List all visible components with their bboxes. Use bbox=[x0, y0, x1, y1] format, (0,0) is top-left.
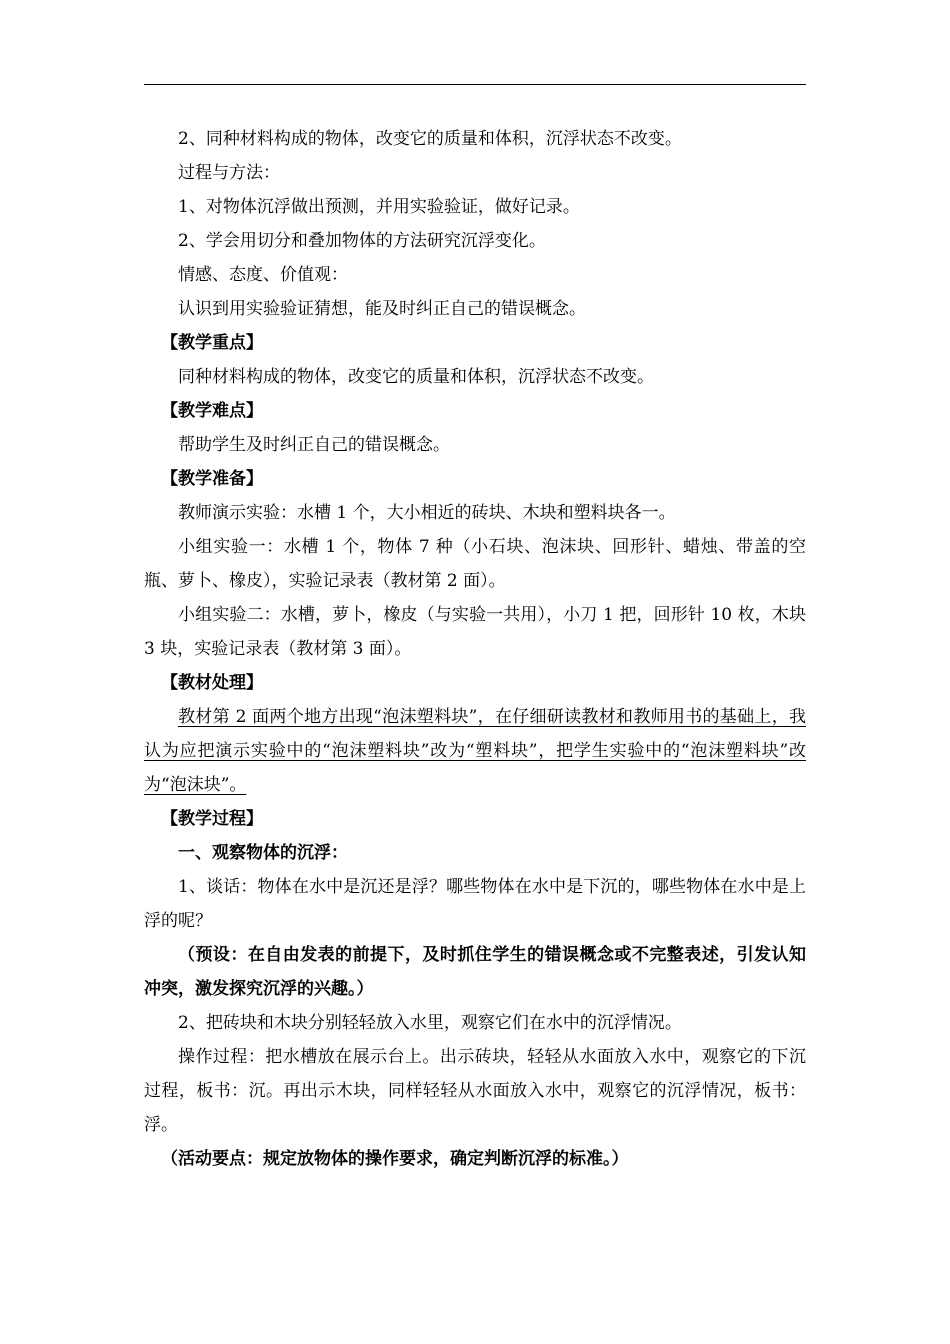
paragraph: 认识到用实验验证猜想，能及时纠正自己的错误概念。 bbox=[178, 299, 586, 319]
paragraph: 同种材料构成的物体，改变它的质量和体积，沉浮状态不改变。 bbox=[178, 367, 654, 387]
paragraph: 1、对物体沉浮做出预测，并用实验验证，做好记录。 bbox=[178, 197, 580, 217]
paragraph: 2、学会用切分和叠加物体的方法研究沉浮变化。 bbox=[178, 231, 546, 251]
subsection-heading: 一、观察物体的沉浮： bbox=[178, 843, 348, 863]
paragraph: 过程与方法： bbox=[178, 163, 280, 183]
section-heading-preparation: 【教学准备】 bbox=[161, 469, 263, 489]
document-body bbox=[144, 122, 806, 1176]
paragraph: 小组实验一：水槽 1 个，物体 7 种（小石块、泡沫块、回形针、蜡烛、带盖的空瓶、萝卜、橡皮），实验记录表（教材第 2 面）。 bbox=[144, 537, 806, 591]
paragraph: 情感、态度、价值观： bbox=[178, 265, 348, 285]
paragraph: 1、谈话：物体在水中是沉还是浮？哪些物体在水中是下沉的，哪些物体在水中是上浮的呢？ bbox=[144, 877, 806, 931]
paragraph: 教师演示实验：水槽 1 个，大小相近的砖块、木块和塑料块各一。 bbox=[178, 503, 676, 523]
paragraph: 2、把砖块和木块分别轻轻放入水里，观察它们在水中的沉浮情况。 bbox=[178, 1013, 682, 1033]
paragraph: 操作过程：把水槽放在展示台上。出示砖块，轻轻从水面放入水中，观察它的下沉过程，板书：沉。再出示木块，同样轻轻从水面放入水中，观察它的沉浮情况，板书：浮。 bbox=[144, 1047, 806, 1135]
header-rule bbox=[144, 84, 806, 85]
note-paragraph: （预设：在自由发表的前提下，及时抓住学生的错误概念或不完整表述，引发认知冲突，激发探究沉浮的兴趣。） bbox=[144, 945, 806, 999]
section-heading-difficulties: 【教学难点】 bbox=[161, 401, 263, 421]
section-heading-process: 【教学过程】 bbox=[161, 809, 263, 829]
note-paragraph: （活动要点：规定放物体的操作要求，确定判断沉浮的标准。） bbox=[161, 1149, 629, 1169]
section-heading-key-points: 【教学重点】 bbox=[161, 333, 263, 353]
underlined-text: 教材第 2 面两个地方出现“泡沫塑料块”，在仔细研读教材和教师用书的基础上，我认为应把演示实验中的“泡沫塑料块”改为“塑料块”，把学生实验中的“泡沫塑料块”改为“泡沫块”。 bbox=[144, 707, 806, 795]
paragraph: 2、同种材料构成的物体，改变它的质量和体积，沉浮状态不改变。 bbox=[178, 129, 682, 149]
paragraph-underlined bbox=[144, 700, 806, 802]
paragraph: 帮助学生及时纠正自己的错误概念。 bbox=[178, 435, 450, 455]
paragraph: 小组实验二：水槽，萝卜，橡皮（与实验一共用），小刀 1 把，回形针 10 枚，木块 3 块，实验记录表（教材第 3 面）。 bbox=[144, 605, 806, 659]
section-heading-material-handling: 【教材处理】 bbox=[161, 673, 263, 693]
